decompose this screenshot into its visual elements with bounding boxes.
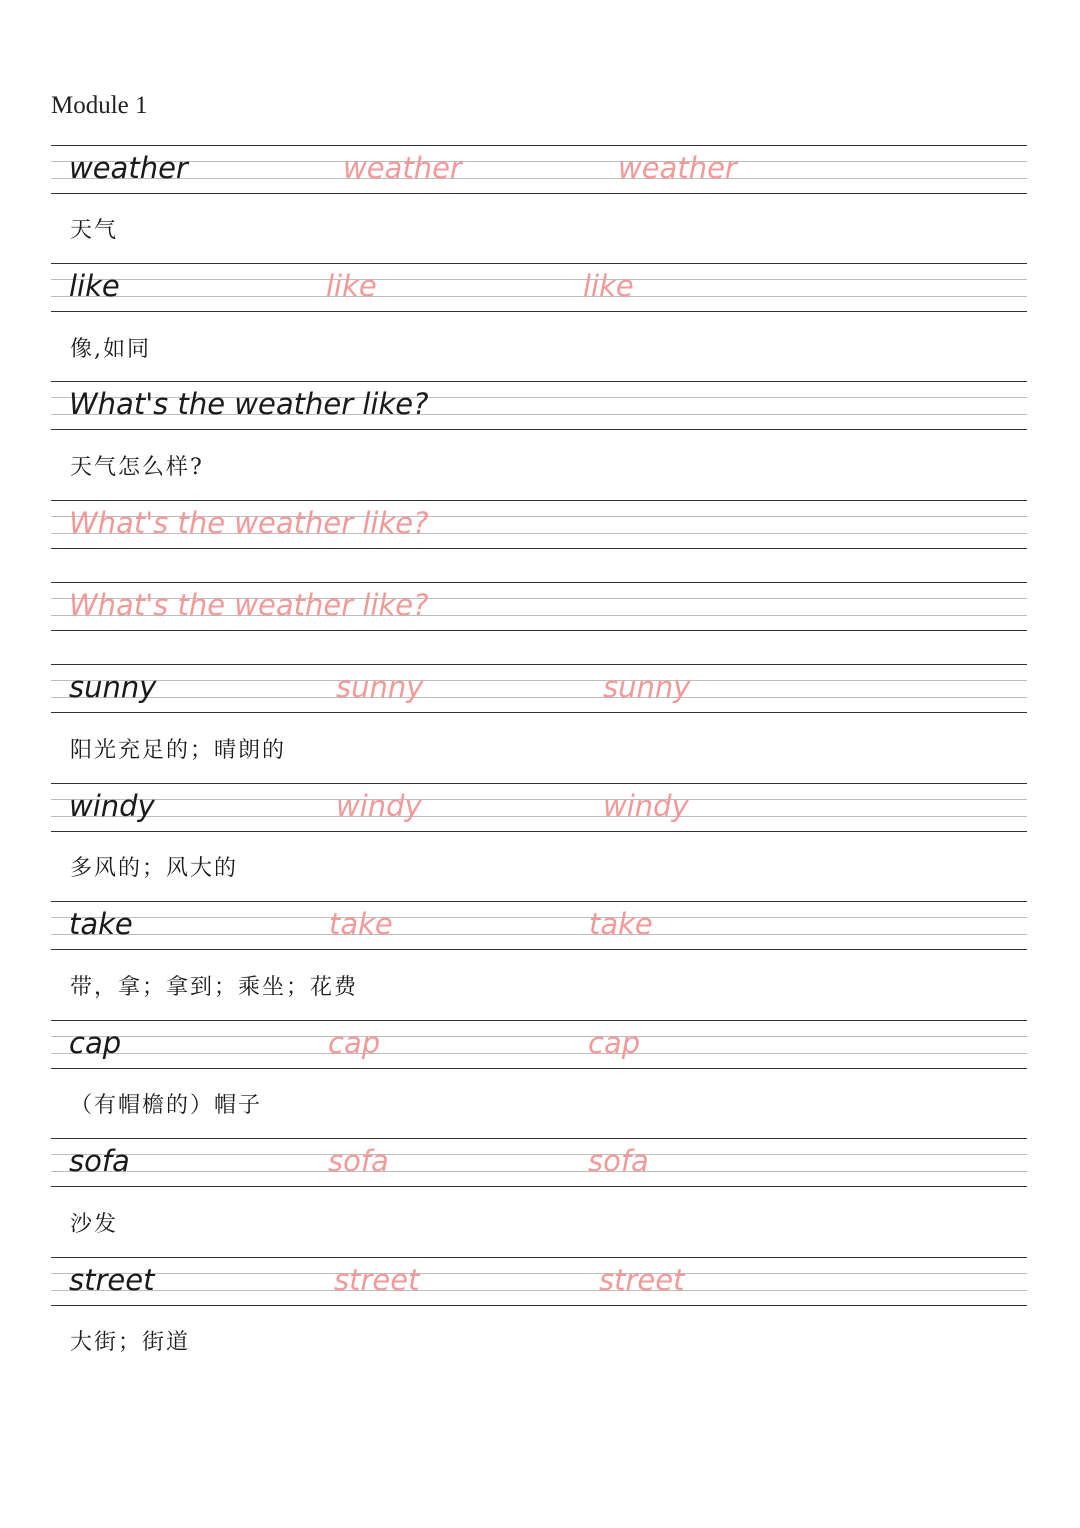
writing-row — [51, 263, 1027, 313]
writing-row — [51, 582, 1027, 632]
writing-row — [51, 1257, 1027, 1307]
page-title: Module 1 — [51, 92, 148, 119]
writing-row — [51, 1138, 1027, 1188]
vocab-word: sunny — [69, 670, 157, 704]
trace-word: sofa — [328, 1144, 389, 1178]
trace-word: cap — [588, 1026, 641, 1060]
chinese-meaning: 带，拿；拿到；乘坐；花费 — [70, 975, 359, 1000]
chinese-meaning: 天气 — [70, 218, 119, 243]
writing-row — [51, 1020, 1027, 1070]
vocab-word: take — [69, 907, 133, 941]
writing-row — [51, 783, 1027, 833]
vocab-word: sofa — [69, 1144, 130, 1178]
chinese-meaning: （有帽檐的）帽子 — [70, 1093, 263, 1118]
trace-word: windy — [603, 789, 689, 823]
trace-word: take — [329, 907, 393, 941]
trace-word: like — [583, 269, 634, 303]
trace-word: sunny — [336, 670, 424, 704]
chinese-meaning: 多风的；风大的 — [70, 856, 239, 881]
vocab-word: street — [69, 1263, 155, 1297]
trace-word: sunny — [603, 670, 691, 704]
vocab-word: windy — [69, 789, 155, 823]
chinese-meaning: 大街；街道 — [70, 1330, 191, 1355]
vocab-word: cap — [69, 1026, 122, 1060]
writing-row — [51, 664, 1027, 714]
chinese-meaning: 天气怎么样? — [70, 455, 204, 480]
writing-row — [51, 500, 1027, 550]
writing-row — [51, 381, 1027, 431]
trace-word: cap — [328, 1026, 381, 1060]
trace-word: street — [599, 1263, 685, 1297]
chinese-meaning: 沙发 — [70, 1212, 119, 1237]
trace-sentence: What's the weather like? — [69, 588, 429, 622]
vocab-sentence: What's the weather like? — [69, 387, 429, 421]
trace-word: weather — [618, 151, 737, 185]
vocab-word: like — [69, 269, 120, 303]
trace-word: sofa — [588, 1144, 649, 1178]
trace-word: weather — [343, 151, 462, 185]
chinese-meaning: 像,如同 — [70, 337, 151, 362]
trace-word: street — [334, 1263, 420, 1297]
trace-word: like — [326, 269, 377, 303]
writing-row — [51, 145, 1027, 195]
vocab-word: weather — [69, 151, 188, 185]
trace-word: windy — [336, 789, 422, 823]
trace-sentence: What's the weather like? — [69, 506, 429, 540]
writing-row — [51, 901, 1027, 951]
chinese-meaning: 阳光充足的；晴朗的 — [70, 738, 287, 763]
trace-word: take — [589, 907, 653, 941]
